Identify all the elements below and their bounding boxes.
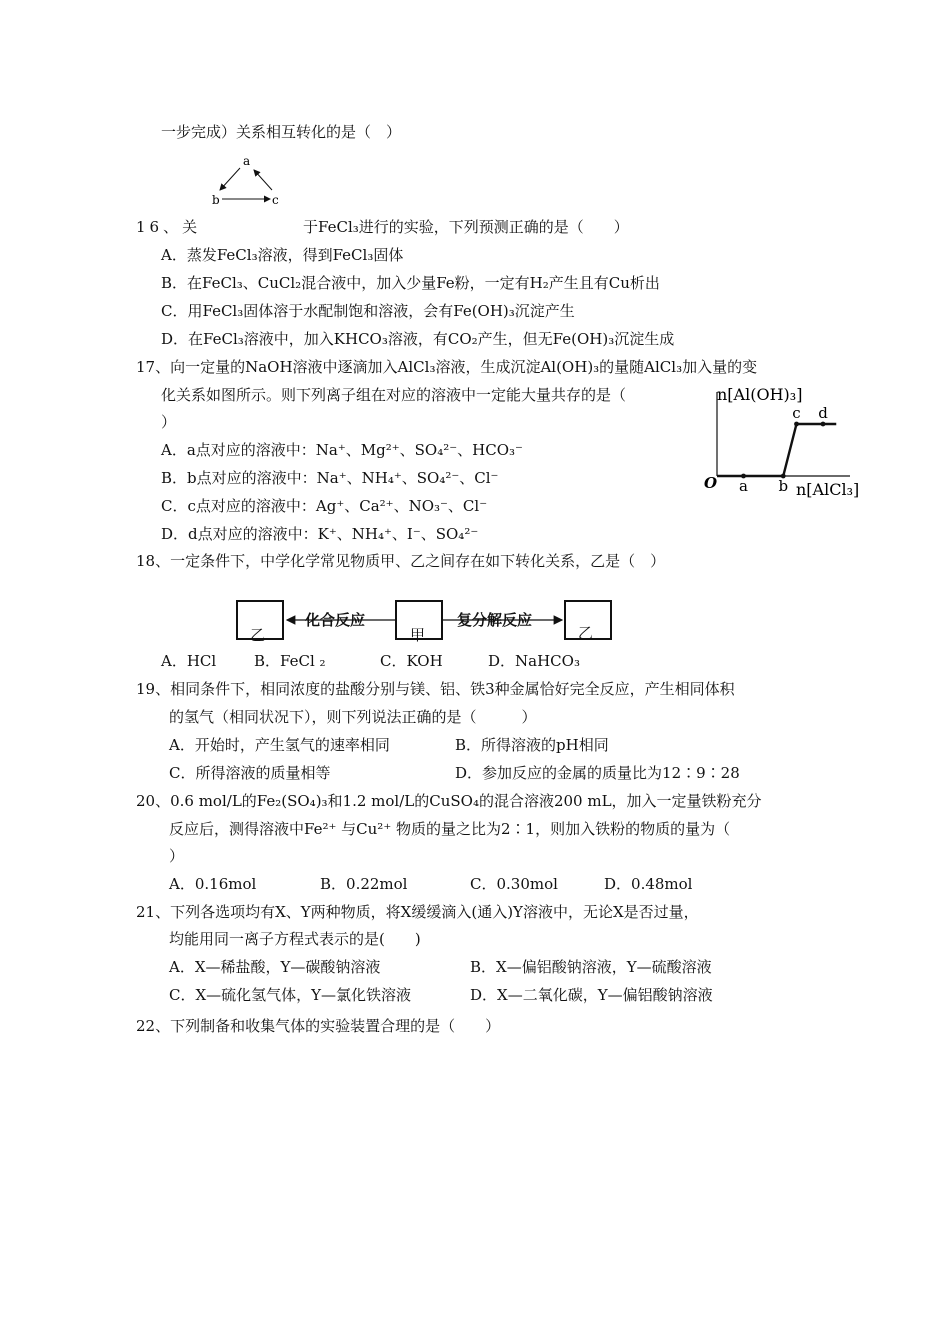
chart-point-d	[821, 422, 826, 427]
chart-series-line	[717, 424, 836, 476]
q21-stem-line2: 均能用同一离子方程式表示的是( )	[169, 930, 421, 948]
q18-option-c: C．KOH	[380, 652, 443, 670]
q20-option-d: D．0.48mol	[604, 875, 693, 893]
q18-stem: 18、一定条件下，中学化学常见物质甲、乙之间存在如下转化关系，乙是（ ）	[136, 552, 666, 570]
q18-option-d: D．NaHCO₃	[488, 652, 580, 670]
q20-option-a: A．0.16mol	[169, 875, 257, 893]
q20-stem-line3: ）	[169, 847, 185, 865]
q17-chart	[700, 378, 880, 503]
q19-option-c: C．所得溶液的质量相等	[169, 764, 331, 782]
q16-option-d: D．在FeCl₃溶液中，加入KHCO₃溶液，有CO₂产生，但无Fe(OH)₃沉淀生成	[161, 330, 675, 348]
q20-option-b: B．0.22mol	[320, 875, 408, 893]
chart-point-label-c: c	[792, 404, 801, 422]
q21-option-b: B．X—偏铝酸钠溶液，Y—硫酸溶液	[470, 958, 712, 976]
q18-option-b: B．FeCl ₂	[254, 652, 326, 670]
q20-option-c: C．0.30mol	[470, 875, 558, 893]
q18-mid-box-label: 甲	[410, 626, 426, 644]
q18-left-box-label: 乙	[250, 626, 266, 644]
q18-option-a: A．HCl	[161, 652, 217, 670]
q16-option-c: C．用FeCl₃固体溶于水配制饱和溶液，会有Fe(OH)₃沉淀产生	[161, 302, 575, 320]
q18-left-arrow-label: 化合反应	[305, 611, 366, 629]
tri-label-b: b	[212, 193, 220, 207]
q21-option-c: C．X—硫化氢气体，Y—氯化铁溶液	[169, 986, 412, 1004]
q17-stem-line3: ）	[161, 413, 177, 431]
tri-label-c: c	[272, 193, 279, 207]
tri-label-a: a	[243, 154, 251, 168]
q19-stem-line1: 19、相同条件下，相同浓度的盐酸分别与镁、铝、铁3种金属恰好完全反应，产生相同体积	[136, 680, 735, 698]
q21-option-d: D．X—二氧化碳，Y—偏铝酸钠溶液	[470, 986, 713, 1004]
q20-stem-line2: 反应后，测得溶液中Fe²⁺ 与Cu²⁺ 物质的量之比为2∶1，则加入铁粉的物质的量为（	[169, 820, 731, 838]
q18-right-box-label: 乙	[578, 624, 594, 642]
q19-option-a: A．开始时，产生氢气的速率相同	[169, 736, 390, 754]
q17-option-b: B．b点对应的溶液中：Na⁺、NH₄⁺、SO₄²⁻、Cl⁻	[161, 469, 499, 487]
q20-stem-line1: 20、0.6 mol/L的Fe₂(SO₄)₃和1.2 mol/L的CuSO₄的混合溶液200 mL，加入一定量铁粉充分	[136, 792, 762, 810]
q15-triangle-diagram	[206, 152, 286, 210]
chart-point-label-d: d	[818, 404, 828, 422]
chart-origin-label: O	[704, 474, 718, 492]
q19-option-d: D．参加反应的金属的质量比为12∶9∶28	[455, 764, 740, 782]
chart-point-c	[794, 422, 799, 427]
q19-option-b: B．所得溶液的pH相同	[455, 736, 609, 754]
q17-stem-line1: 17、向一定量的NaOH溶液中逐滴加入AlCl₃溶液，生成沉淀Al(OH)₃的量随AlCl₃加入量的变	[136, 358, 758, 376]
chart-ylabel: n[Al(OH)₃]	[717, 385, 803, 404]
q16-option-a: A．蒸发FeCl₃溶液，得到FeCl₃固体	[161, 246, 404, 264]
q17-stem-line2: 化关系如图所示。则下列离子组在对应的溶液中一定能大量共存的是（	[161, 386, 627, 404]
q21-option-a: A．X—稀盐酸，Y—碳酸钠溶液	[169, 958, 381, 976]
q16-stem: 于FeCl₃进行的实验，下列预测正确的是（ ）	[303, 218, 629, 236]
q18-left-box	[236, 600, 284, 644]
chart-point-label-b: b	[778, 477, 789, 495]
q17-option-d: D．d点对应的溶液中：K⁺、NH₄⁺、I⁻、SO₄²⁻	[161, 525, 479, 543]
q19-stem-line2: 的氢气（相同状况下），则下列说法正确的是（ ）	[169, 708, 537, 726]
q18-right-arrow-label: 复分解反应	[457, 611, 533, 629]
q22-stem: 22、下列制备和收集气体的实验装置合理的是（ ）	[136, 1017, 501, 1035]
q21-stem-line1: 21、下列各选项均有X、Y两种物质，将X缓缓滴入(通入)Y溶液中，无论X是否过量，	[136, 903, 699, 921]
q18-right-box	[564, 600, 612, 640]
chart-xlabel: n[AlCl₃]	[796, 480, 860, 499]
q16-number: 16、关	[136, 218, 202, 236]
q17-option-a: A．a点对应的溶液中：Na⁺、Mg²⁺、SO₄²⁻、HCO₃⁻	[161, 441, 523, 459]
q17-option-c: C．c点对应的溶液中：Ag⁺、Ca²⁺、NO₃⁻、Cl⁻	[161, 497, 488, 515]
q15-continuation: 一步完成）关系相互转化的是（ ）	[161, 123, 402, 141]
chart-point-label-a: a	[739, 477, 748, 495]
q16-option-b: B．在FeCl₃、CuCl₂混合液中，加入少量Fe粉，一定有H₂产生且有Cu析出	[161, 274, 660, 292]
